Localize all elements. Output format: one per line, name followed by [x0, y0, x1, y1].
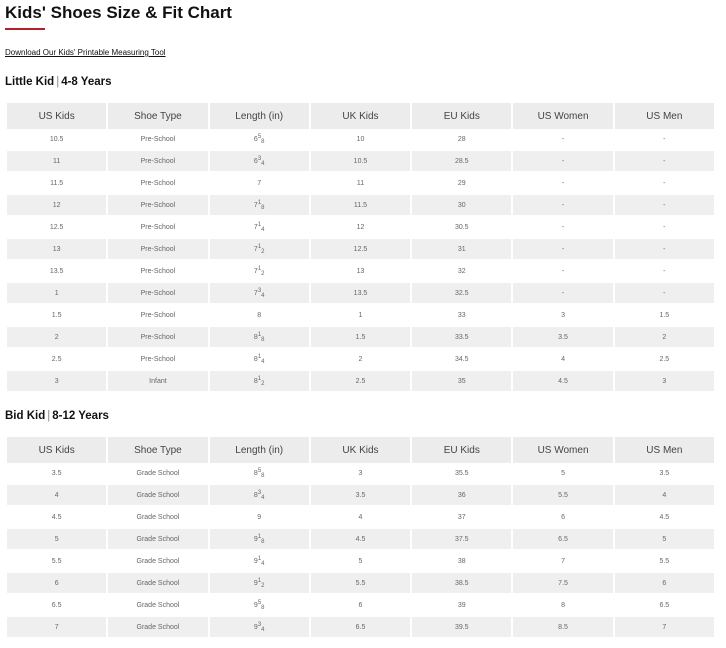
length-whole: 9: [253, 601, 258, 609]
cell-shoe-type: Pre-School: [108, 283, 207, 303]
cell-shoe-type: Pre-School: [140, 355, 176, 363]
cell-uk-kids: 11.5: [311, 195, 410, 215]
cell-us-kids: 4: [7, 485, 106, 505]
table-row: [7, 217, 714, 237]
cell-eu-kids: 38: [457, 557, 466, 565]
cell-us-kids: 3.5: [51, 469, 62, 477]
cell-shoe-type: Grade School: [136, 513, 180, 521]
cell-us-women: 8: [561, 601, 565, 609]
length-whole: 8: [253, 491, 258, 499]
cell-us-men: -: [615, 195, 714, 215]
length-value: [257, 312, 261, 319]
cell-us-women: -: [513, 195, 612, 215]
cell-shoe-type: Pre-School: [140, 179, 176, 187]
cell-us-kids: 6.5: [51, 601, 62, 609]
column-header-length: Length (in): [210, 103, 309, 129]
big-kid-size-table: [5, 437, 716, 637]
cell-us-men: -: [615, 283, 714, 303]
cell-uk-kids: 1: [358, 311, 363, 319]
cell-eu-kids: 35: [412, 371, 511, 391]
cell-shoe-type: Pre-School: [108, 195, 207, 215]
length-denominator: 2: [261, 380, 265, 387]
cell-us-kids: 4.5: [51, 513, 62, 521]
cell-length: [210, 529, 309, 549]
length-denominator: 4: [261, 292, 265, 299]
cell-shoe-type: Pre-School: [108, 239, 207, 259]
cell-eu-kids: 32.5: [412, 283, 511, 303]
cell-eu-kids: 38.5: [412, 573, 511, 593]
section-name: Bid Kid: [5, 410, 46, 422]
cell-eu-kids: 28: [457, 135, 466, 143]
table-row: [7, 529, 714, 549]
cell-uk-kids: 11: [356, 179, 365, 187]
table-row: [7, 173, 714, 193]
cell-us-men: 3.5: [659, 469, 670, 477]
cell-us-women: -: [561, 179, 565, 187]
section-separator: |: [56, 76, 60, 88]
cell-us-men: 2.5: [659, 355, 670, 363]
column-header-length: Length (in): [210, 437, 309, 463]
cell-length: [210, 595, 309, 615]
cell-us-kids: 5: [7, 529, 106, 549]
cell-us-kids: 5.5: [51, 557, 62, 565]
little-kid-size-table: [5, 103, 716, 391]
length-value: [253, 621, 265, 633]
cell-us-men: 4: [615, 485, 714, 505]
column-header-uk-kids: UK Kids: [311, 437, 410, 463]
cell-us-kids: 13: [7, 239, 106, 259]
length-numerator: 3: [257, 155, 262, 162]
length-numerator: 1: [257, 555, 262, 562]
cell-us-men: 6: [615, 573, 714, 593]
length-numerator: 3: [257, 489, 262, 496]
cell-eu-kids: 30: [412, 195, 511, 215]
cell-uk-kids: 4: [358, 513, 363, 521]
cell-eu-kids: 37.5: [412, 529, 511, 549]
column-header-us-men: US Men: [615, 437, 714, 463]
cell-us-kids: 12.5: [49, 223, 64, 231]
cell-eu-kids: 32: [457, 267, 466, 275]
cell-length: [210, 173, 309, 193]
length-denominator: 4: [261, 560, 265, 567]
cell-eu-kids: 39: [457, 601, 466, 609]
cell-us-kids: 13.5: [49, 267, 64, 275]
length-value: [253, 287, 265, 299]
length-whole: 6: [253, 157, 258, 165]
table-row: [7, 151, 714, 171]
cell-uk-kids: 5: [358, 557, 363, 565]
table-row: [7, 349, 714, 369]
cell-shoe-type: Grade School: [108, 617, 207, 637]
cell-us-kids: 2: [7, 327, 106, 347]
cell-us-men: -: [663, 135, 666, 143]
cell-length: [210, 617, 309, 637]
column-header-eu-kids: EU Kids: [412, 437, 511, 463]
table-row: [7, 371, 714, 391]
cell-length: [210, 283, 309, 303]
cell-shoe-type: Grade School: [136, 469, 180, 477]
cell-us-kids: 11.5: [50, 179, 64, 187]
cell-length: [210, 349, 309, 369]
table-header-row: [7, 437, 714, 463]
cell-us-men: 7: [615, 617, 714, 637]
length-whole: 9: [253, 557, 258, 565]
page-title: Kids' Shoes Size & Fit Chart: [5, 3, 232, 22]
cell-uk-kids: 3: [358, 469, 363, 477]
cell-us-women: 6.5: [513, 529, 612, 549]
length-value: [253, 489, 265, 501]
table-row: [7, 305, 714, 325]
length-whole: 8: [253, 333, 258, 341]
cell-length: [210, 151, 309, 171]
cell-us-kids: 12: [7, 195, 106, 215]
cell-eu-kids: 33: [457, 311, 466, 319]
section-separator: |: [47, 410, 51, 422]
cell-eu-kids: 37: [457, 513, 466, 521]
cell-us-kids: 1: [7, 283, 106, 303]
title-underline: [5, 28, 45, 30]
cell-shoe-type: Infant: [108, 371, 207, 391]
cell-us-kids: 11: [7, 151, 106, 171]
length-value: [253, 577, 265, 589]
column-header-us-women: US Women: [513, 103, 612, 129]
length-denominator: 8: [261, 538, 265, 545]
length-whole: 8: [253, 469, 258, 477]
table-row: [7, 551, 714, 571]
length-numerator: 5: [257, 467, 262, 474]
cell-us-women: 4.5: [513, 371, 612, 391]
length-value: [253, 133, 265, 145]
cell-us-women: 7.5: [513, 573, 612, 593]
length-value: [253, 555, 265, 567]
table-row: [7, 195, 714, 215]
cell-us-kids: 1.5: [51, 311, 62, 319]
cell-us-kids: 3: [7, 371, 106, 391]
length-whole: 7: [257, 179, 262, 187]
cell-us-women: 5: [561, 469, 565, 477]
column-header-us-women: US Women: [513, 437, 612, 463]
length-value: [253, 265, 265, 277]
length-denominator: 8: [261, 204, 265, 211]
length-denominator: 8: [261, 336, 265, 343]
length-whole: 6: [253, 135, 258, 143]
length-numerator: 1: [257, 199, 262, 206]
cell-length: [210, 507, 309, 527]
cell-us-men: 5.5: [659, 557, 670, 565]
cell-us-women: 3.5: [513, 327, 612, 347]
cell-eu-kids: 33.5: [412, 327, 511, 347]
cell-us-women: 7: [561, 557, 565, 565]
table-header-row: [7, 103, 714, 129]
length-value: [253, 221, 265, 233]
length-denominator: 2: [261, 270, 265, 277]
length-numerator: 1: [257, 243, 262, 250]
length-value: [253, 599, 265, 611]
length-denominator: 4: [261, 226, 265, 233]
cell-us-men: -: [663, 267, 666, 275]
cell-us-men: -: [663, 223, 666, 231]
cell-uk-kids: 10: [356, 135, 365, 143]
table-row: [7, 617, 714, 637]
cell-shoe-type: Grade School: [108, 573, 207, 593]
cell-uk-kids: 1.5: [311, 327, 410, 347]
measuring-tool-link[interactable]: Download Our Kids' Printable Measuring Tool: [5, 48, 166, 57]
cell-us-men: -: [663, 179, 666, 187]
cell-uk-kids: 5.5: [311, 573, 410, 593]
length-value: [253, 353, 265, 365]
length-numerator: 3: [257, 287, 262, 294]
length-numerator: 1: [257, 353, 262, 360]
table-row: [7, 327, 714, 347]
column-header-us-kids: US Kids: [7, 103, 106, 129]
cell-eu-kids: 39.5: [412, 617, 511, 637]
length-numerator: 1: [257, 331, 262, 338]
cell-length: [210, 239, 309, 259]
cell-us-men: 4.5: [659, 513, 670, 521]
length-numerator: 1: [257, 221, 262, 228]
length-denominator: 2: [261, 248, 265, 255]
length-value: [253, 467, 265, 479]
column-header-shoe-type: Shoe Type: [108, 437, 207, 463]
cell-length: [210, 485, 309, 505]
cell-us-women: 4: [561, 355, 565, 363]
cell-length: [210, 463, 309, 483]
table-row: [7, 595, 714, 615]
cell-us-men: 6.5: [659, 601, 670, 609]
length-value: [257, 514, 261, 521]
cell-us-women: -: [561, 267, 565, 275]
cell-uk-kids: 13: [356, 267, 365, 275]
cell-shoe-type: Pre-School: [108, 327, 207, 347]
length-numerator: 1: [257, 375, 262, 382]
cell-us-men: 3: [615, 371, 714, 391]
section-name: Little Kid: [5, 76, 55, 88]
cell-us-women: -: [513, 239, 612, 259]
length-value: [253, 243, 265, 255]
cell-uk-kids: 10.5: [311, 151, 410, 171]
cell-us-women: -: [513, 283, 612, 303]
cell-uk-kids: 2.5: [311, 371, 410, 391]
column-header-shoe-type: Shoe Type: [108, 103, 207, 129]
cell-shoe-type: Grade School: [136, 557, 180, 565]
cell-us-men: 5: [615, 529, 714, 549]
table-row: [7, 485, 714, 505]
length-whole: 9: [253, 579, 258, 587]
cell-eu-kids: 28.5: [412, 151, 511, 171]
length-numerator: 5: [257, 133, 262, 140]
cell-uk-kids: 13.5: [311, 283, 410, 303]
cell-shoe-type: Grade School: [108, 529, 207, 549]
cell-us-kids: 6: [7, 573, 106, 593]
section-title-little-kid: [5, 76, 112, 88]
cell-eu-kids: 31: [412, 239, 511, 259]
cell-eu-kids: 36: [412, 485, 511, 505]
cell-us-kids: 7: [7, 617, 106, 637]
length-whole: 8: [253, 377, 258, 385]
length-value: [253, 375, 265, 387]
cell-us-men: -: [615, 151, 714, 171]
column-header-eu-kids: EU Kids: [412, 103, 511, 129]
cell-us-women: -: [561, 135, 565, 143]
length-whole: 9: [253, 535, 258, 543]
cell-us-men: -: [615, 239, 714, 259]
length-denominator: 8: [261, 604, 265, 611]
length-numerator: 1: [257, 577, 262, 584]
cell-length: [210, 129, 309, 149]
cell-shoe-type: Grade School: [136, 601, 180, 609]
length-value: [253, 199, 265, 211]
length-numerator: 5: [257, 599, 262, 606]
column-header-us-kids: US Kids: [7, 437, 106, 463]
cell-us-men: 2: [615, 327, 714, 347]
cell-uk-kids: 6: [358, 601, 363, 609]
cell-uk-kids: 6.5: [311, 617, 410, 637]
cell-uk-kids: 2: [358, 355, 363, 363]
length-whole: 7: [253, 245, 258, 253]
length-denominator: 4: [261, 494, 265, 501]
table-row: [7, 507, 714, 527]
cell-eu-kids: 34.5: [454, 355, 469, 363]
table-row: [7, 261, 714, 281]
section-title-big-kid: [5, 410, 109, 422]
cell-shoe-type: Grade School: [108, 485, 207, 505]
cell-length: [210, 573, 309, 593]
cell-us-women: 5.5: [513, 485, 612, 505]
cell-eu-kids: 30.5: [454, 223, 469, 231]
cell-shoe-type: Pre-School: [140, 135, 176, 143]
length-whole: 8: [253, 355, 258, 363]
cell-length: [210, 305, 309, 325]
cell-length: [210, 371, 309, 391]
table-row: [7, 573, 714, 593]
length-denominator: 4: [261, 626, 265, 633]
length-numerator: 1: [257, 533, 262, 540]
cell-us-men: 1.5: [659, 311, 670, 319]
cell-us-kids: 10.5: [49, 135, 64, 143]
length-denominator: 4: [261, 160, 265, 167]
length-whole: 7: [253, 267, 258, 275]
cell-eu-kids: 35.5: [454, 469, 469, 477]
length-denominator: 8: [261, 472, 265, 479]
cell-shoe-type: Pre-School: [140, 311, 176, 319]
cell-length: [210, 261, 309, 281]
table-row: [7, 283, 714, 303]
cell-us-women: 3: [561, 311, 565, 319]
cell-uk-kids: 12: [356, 223, 365, 231]
length-denominator: 4: [261, 358, 265, 365]
length-denominator: 2: [261, 582, 265, 589]
cell-shoe-type: Pre-School: [140, 267, 176, 275]
length-value: [253, 533, 265, 545]
length-denominator: 8: [261, 138, 265, 145]
cell-us-women: -: [561, 223, 565, 231]
cell-shoe-type: Pre-School: [140, 223, 176, 231]
table-row: [7, 239, 714, 259]
length-whole: 9: [253, 623, 258, 631]
section-age: 4-8 Years: [61, 76, 112, 88]
cell-uk-kids: 3.5: [311, 485, 410, 505]
cell-uk-kids: 4.5: [311, 529, 410, 549]
column-header-us-men: US Men: [615, 103, 714, 129]
cell-us-kids: 2.5: [51, 355, 62, 363]
table-row: [7, 129, 714, 149]
cell-us-women: 6: [561, 513, 565, 521]
table-row: [7, 463, 714, 483]
cell-length: [210, 551, 309, 571]
column-header-uk-kids: UK Kids: [311, 103, 410, 129]
cell-us-women: -: [513, 151, 612, 171]
length-whole: 9: [257, 513, 262, 521]
cell-uk-kids: 12.5: [311, 239, 410, 259]
length-value: [253, 155, 265, 167]
length-whole: 7: [253, 223, 258, 231]
cell-us-women: 8.5: [513, 617, 612, 637]
cell-length: [210, 327, 309, 347]
length-value: [253, 331, 265, 343]
length-value: [257, 180, 261, 187]
length-numerator: 1: [257, 265, 262, 272]
length-whole: 7: [253, 289, 258, 297]
cell-eu-kids: 29: [457, 179, 466, 187]
cell-length: [210, 217, 309, 237]
length-numerator: 3: [257, 621, 262, 628]
cell-shoe-type: Pre-School: [108, 151, 207, 171]
cell-length: [210, 195, 309, 215]
section-age: 8-12 Years: [52, 410, 109, 422]
length-whole: 8: [257, 311, 262, 319]
length-whole: 7: [253, 201, 258, 209]
